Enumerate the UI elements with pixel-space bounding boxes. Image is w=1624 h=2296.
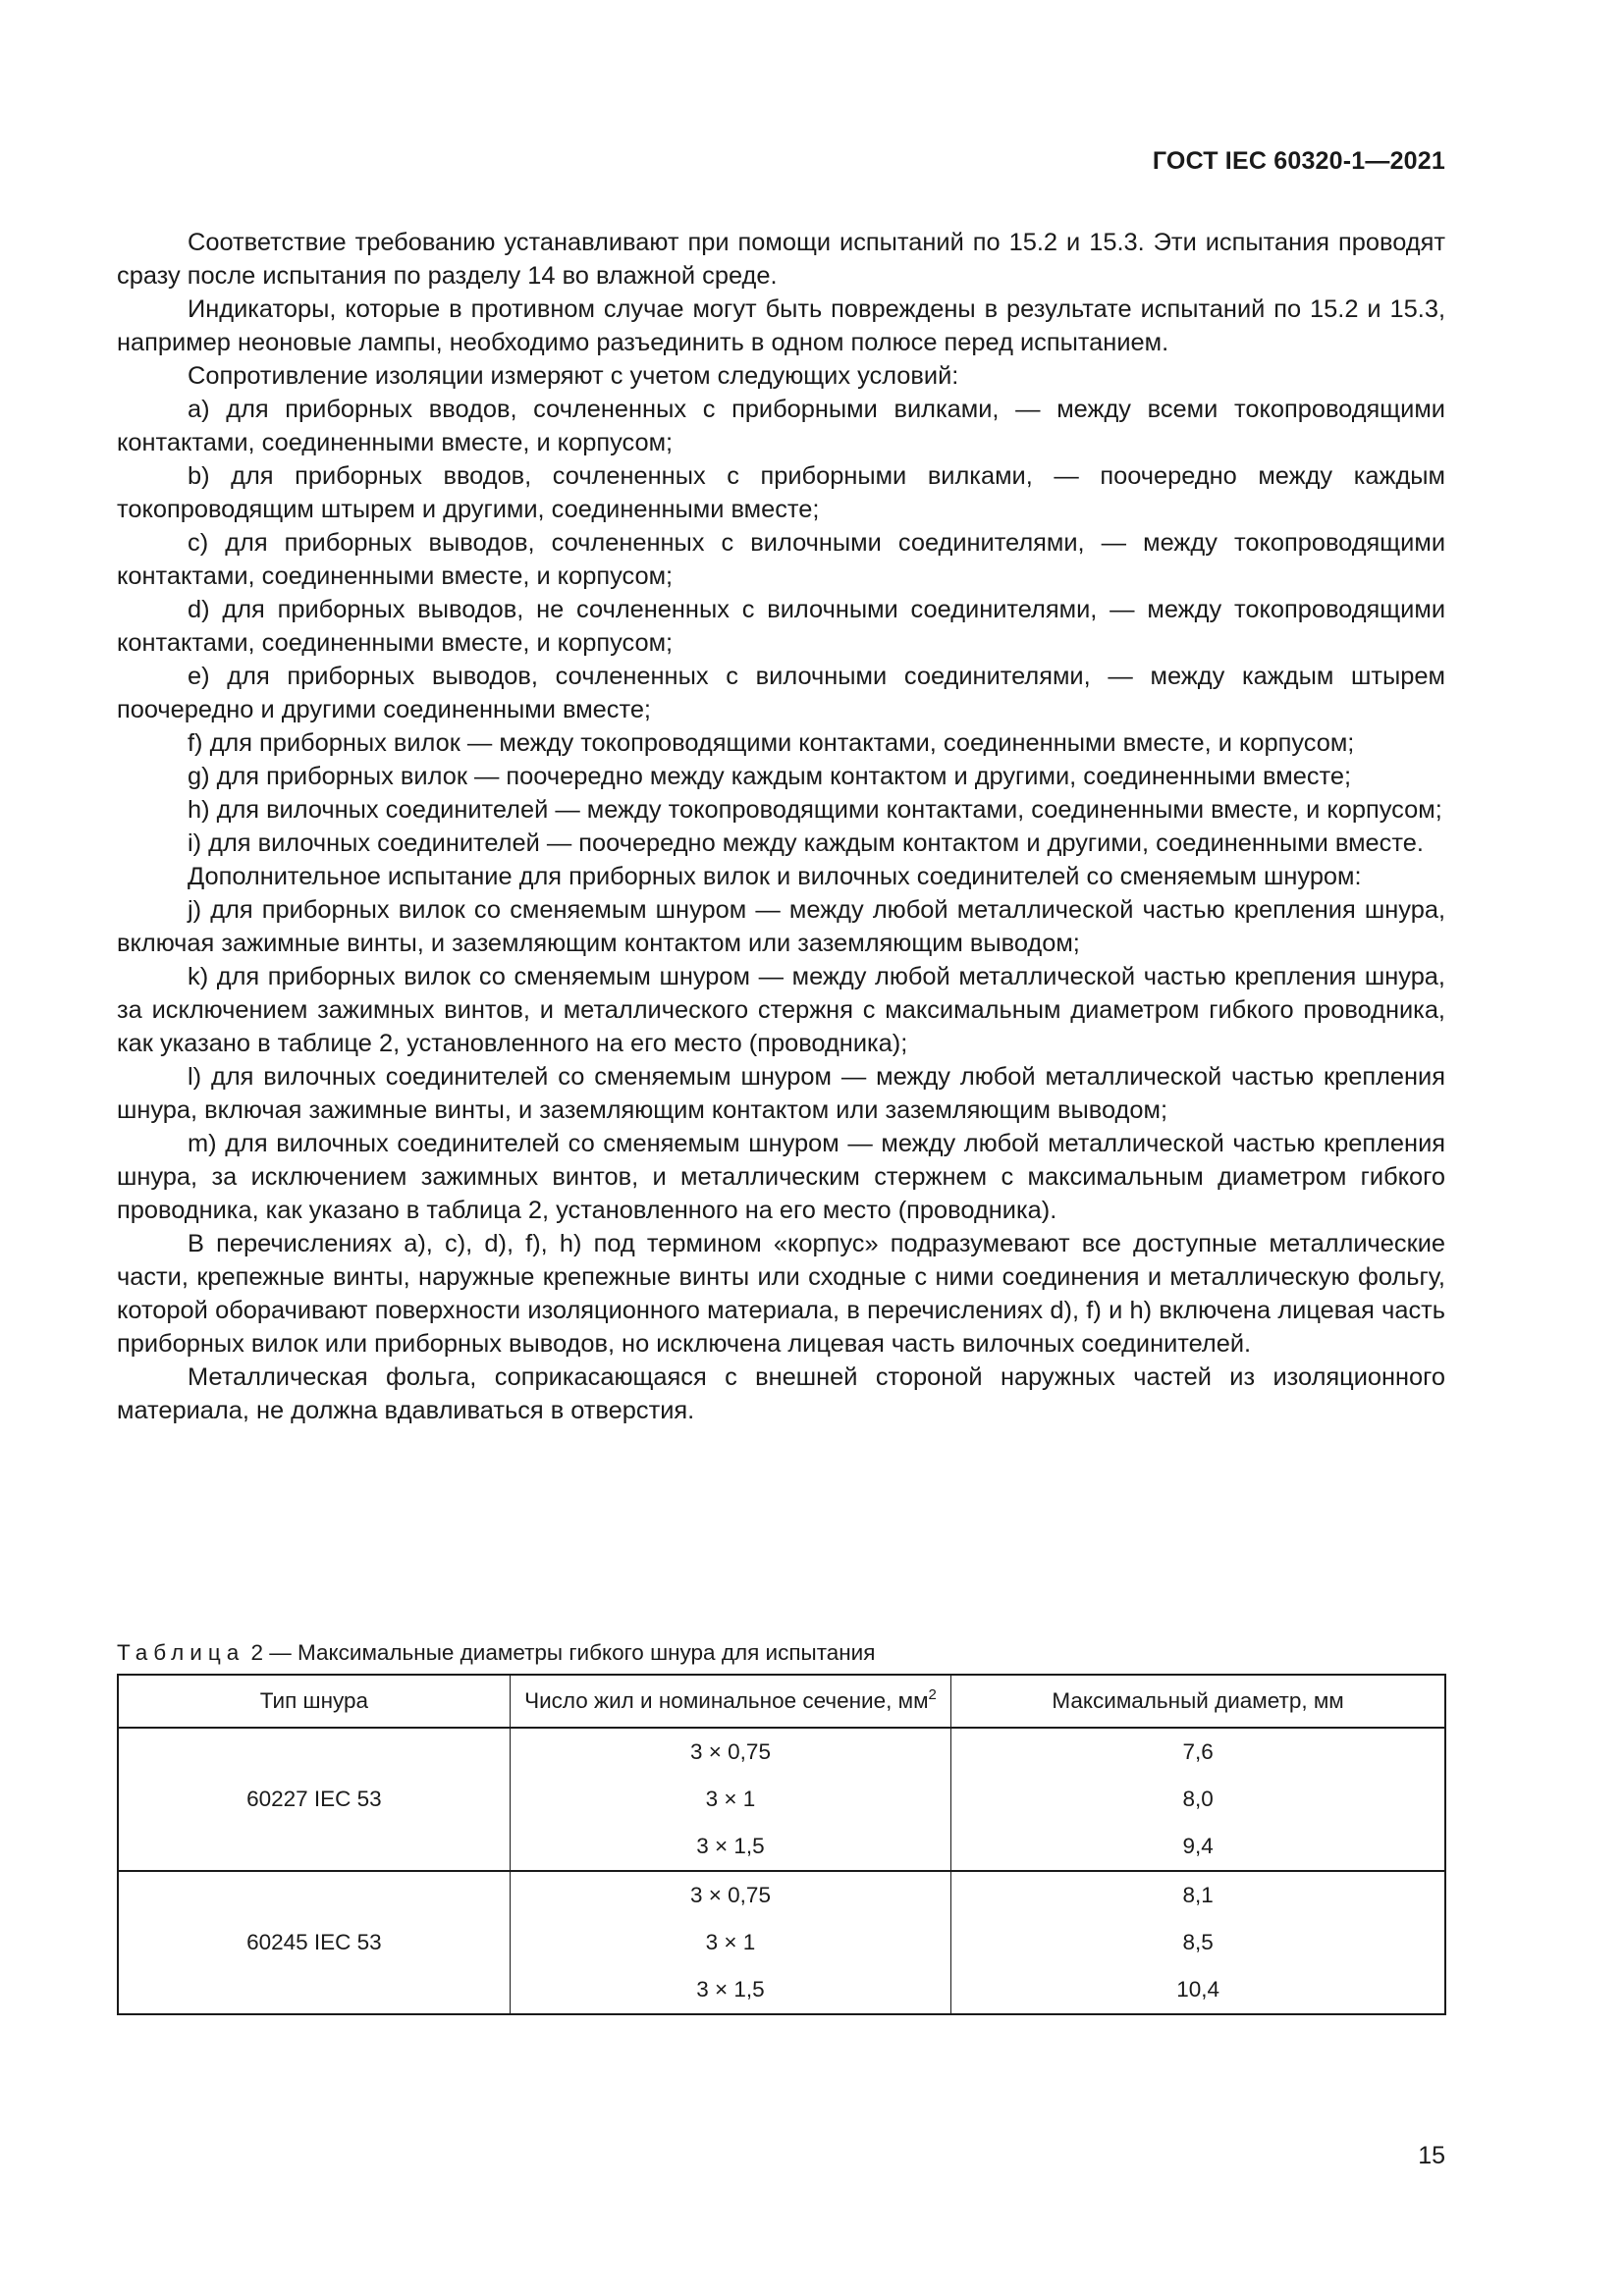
diameter-cell: 8,0: [951, 1776, 1445, 1823]
diameter-cell: 7,6: [951, 1728, 1445, 1776]
header-cores-section-sup: 2: [928, 1686, 937, 1703]
section-cell: 3 × 1,5: [510, 1823, 950, 1871]
diameter-cell: 9,4: [951, 1823, 1445, 1871]
diameter-cell: 8,1: [951, 1871, 1445, 1919]
paragraph: Соответствие требованию устанавливают при помощи испытаний по 15.2 и 15.3. Эти испытания проводят сразу после испытания по разделу 14 во влажной среде.: [117, 229, 1445, 290]
diameter-cell: 8,5: [951, 1919, 1445, 1966]
standard-id: ГОСТ IEC 60320-1—2021: [1152, 147, 1445, 175]
table-header-row: [118, 1675, 1445, 1728]
list-item-b: b) для приборных вводов, сочлененных с приборными вилками, — поочередно между каждым токопроводящим штырем и другими, соединенными вместе;: [117, 462, 1445, 523]
cord-type-cell: 60227 IEC 53: [118, 1728, 510, 1871]
table-caption-text: 2 — Максимальные диаметры гибкого шнура для испытания: [250, 1640, 876, 1665]
table-row: [118, 1728, 1445, 1776]
diameter-cell: 10,4: [951, 1966, 1445, 2014]
header-cores-section: [510, 1675, 950, 1728]
cord-type-cell: 60245 IEC 53: [118, 1871, 510, 2014]
section-cell: 3 × 0,75: [510, 1728, 950, 1776]
list-item-e: e) для приборных выводов, сочлененных с вилочными соединителями, — между каждым штырем поочередно и другими соединенными вместе;: [117, 663, 1445, 723]
section-cell: 3 × 1: [510, 1919, 950, 1966]
list-item-k: k) для приборных вилок со сменяемым шнуром — между любой металлической частью крепления шнура, за исключением зажимных винтов, и металлического стержня с максимальным диаметром гибкого проводника, как указано в таблице 2, установленного на его место (проводника);: [117, 963, 1445, 1057]
cord-diameter-table: [117, 1674, 1446, 2015]
header-cord-type: Тип шнура: [118, 1675, 510, 1728]
section-cell: 3 × 1: [510, 1776, 950, 1823]
list-item-i: i) для вилочных соединителей — поочередно между каждым контактом и другими, соединенными вместе.: [188, 829, 1424, 857]
section-cell: 3 × 1,5: [510, 1966, 950, 2014]
list-item-h: h) для вилочных соединителей — между токопроводящими контактами, соединенными вместе, и корпусом;: [188, 796, 1442, 824]
table-caption-label: Таблица: [117, 1640, 245, 1665]
list-item-f: f) для приборных вилок — между токопроводящими контактами, соединенными вместе, и корпусом;: [188, 729, 1355, 757]
list-item-d: d) для приборных выводов, не сочлененных с вилочными соединителями, — между токопроводящими контактами, соединенными вместе, и корпусом;: [117, 596, 1445, 657]
paragraph: Металлическая фольга, соприкасающаяся с внешней стороной наружных частей из изоляционного материала, не должна вдавливаться в отверстия.: [117, 1363, 1445, 1424]
list-item-l: l) для вилочных соединителей со сменяемым шнуром — между любой металлической частью крепления шнура, включая зажимные винты, и заземляющим контактом или заземляющим выводом;: [117, 1063, 1445, 1124]
body-text: [117, 226, 1445, 1427]
paragraph: В перечислениях a), c), d), f), h) под термином «корпус» подразумевают все доступные металлические части, крепежные винты, наружные крепежные винты или сходные с ними соединения и металлическую фольгу, которой оборачивают поверхности изоляционного материала, в перечислениях d), f) и h) включена лицевая часть приборных вилок или приборных выводов, но исключена лицевая часть вилочных соединителей.: [117, 1230, 1445, 1358]
page-number: 15: [1418, 2142, 1445, 2169]
list-item-m: m) для вилочных соединителей со сменяемым шнуром — между любой металлической частью крепления шнура, за исключением зажимных винтов, и металлическим стержнем с максимальным диаметром гибкого проводника, как указано в таблица 2, установленного на его место (проводника).: [117, 1130, 1445, 1224]
paragraph: Сопротивление изоляции измеряют с учетом следующих условий:: [188, 362, 959, 390]
table-caption: [117, 1639, 875, 1667]
paragraph: Индикаторы, которые в противном случае могут быть повреждены в результате испытаний по 15.2 и 15.3, например неоновые лампы, необходимо разъединить в одном полюсе перед испытанием.: [117, 295, 1445, 356]
table-row: [118, 1871, 1445, 1919]
header-cores-section-text: Число жил и номинальное сечение, мм: [524, 1688, 929, 1713]
header-max-diameter: Максимальный диаметр, мм: [951, 1675, 1445, 1728]
paragraph: Дополнительное испытание для приборных вилок и вилочных соединителей со сменяемым шнуром:: [188, 863, 1362, 890]
document-header: [1153, 147, 1445, 176]
list-item-a: a) для приборных вводов, сочлененных с приборными вилками, — между всеми токопроводящими контактами, соединенными вместе, и корпусом;: [117, 396, 1445, 456]
list-item-c: c) для приборных выводов, сочлененных с вилочными соединителями, — между токопроводящими контактами, соединенными вместе, и корпусом;: [117, 529, 1445, 590]
section-cell: 3 × 0,75: [510, 1871, 950, 1919]
list-item-g: g) для приборных вилок — поочередно между каждым контактом и другими, соединенными вместе;: [188, 763, 1352, 790]
list-item-j: j) для приборных вилок со сменяемым шнуром — между любой металлической частью крепления шнура, включая зажимные винты, и заземляющим контактом или заземляющим выводом;: [117, 896, 1445, 957]
